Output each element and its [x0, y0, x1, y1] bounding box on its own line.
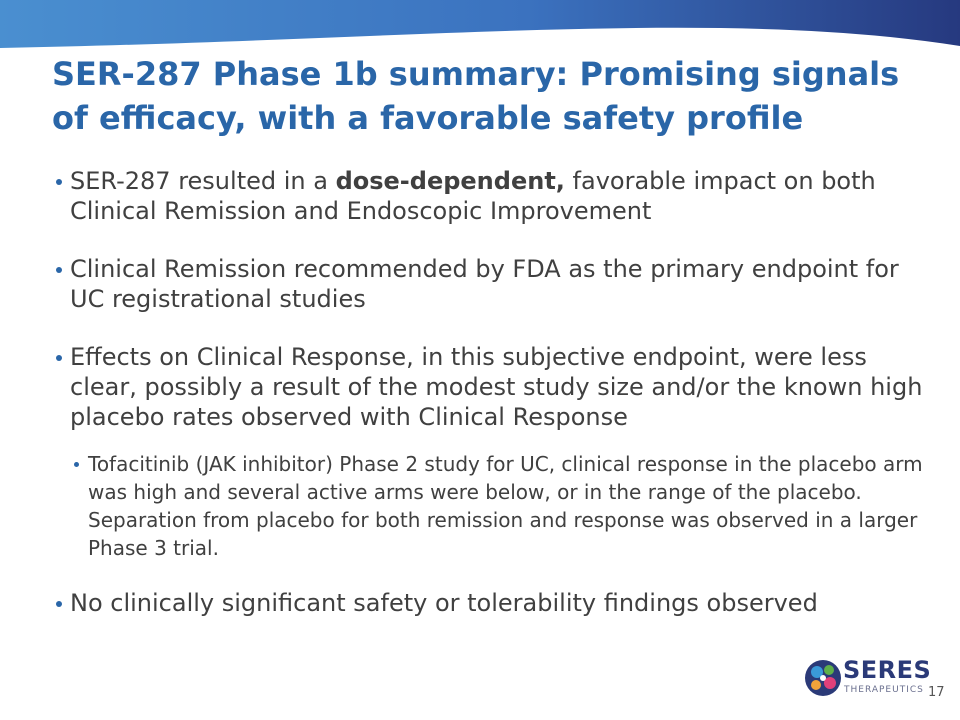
page-number: 17: [928, 685, 945, 700]
logo-wordmark: SERES: [843, 656, 932, 684]
bullet-safety: No clinically significant safety or tolerability findings observed: [52, 588, 932, 618]
header-banner: [0, 0, 960, 60]
bullet-fda-endpoint: Clinical Remission recommended by FDA as the primary endpoint for UC registrational studies: [52, 254, 932, 314]
logo-tagline: THERAPEUTICS: [844, 685, 924, 695]
slide-title: SER-287 Phase 1b summary: Promising signals of efficacy, with a favorable safety profile: [52, 55, 900, 137]
bullet-list: [52, 166, 932, 646]
bullet-dose-dependent: SER-287 resulted in a dose-dependent, favorable impact on both Clinical Remission and Endoscopic Improvement: [52, 166, 932, 226]
bullet-clinical-response: Effects on Clinical Response, in this subjective endpoint, were less clear, possibly a result of the modest study size and/or the known high placebo rates observed with Clinical Response: [52, 342, 932, 432]
sub-bullet-tofacitinib: Tofacitinib (JAK inhibitor) Phase 2 study for UC, clinical response in the placebo arm was high and several active arms were below, or in the range of the placebo. Separation from placebo for both remission and response was observed in a larger Phase 3 trial.: [70, 450, 932, 562]
bold-emphasis: dose-dependent,: [335, 167, 565, 195]
